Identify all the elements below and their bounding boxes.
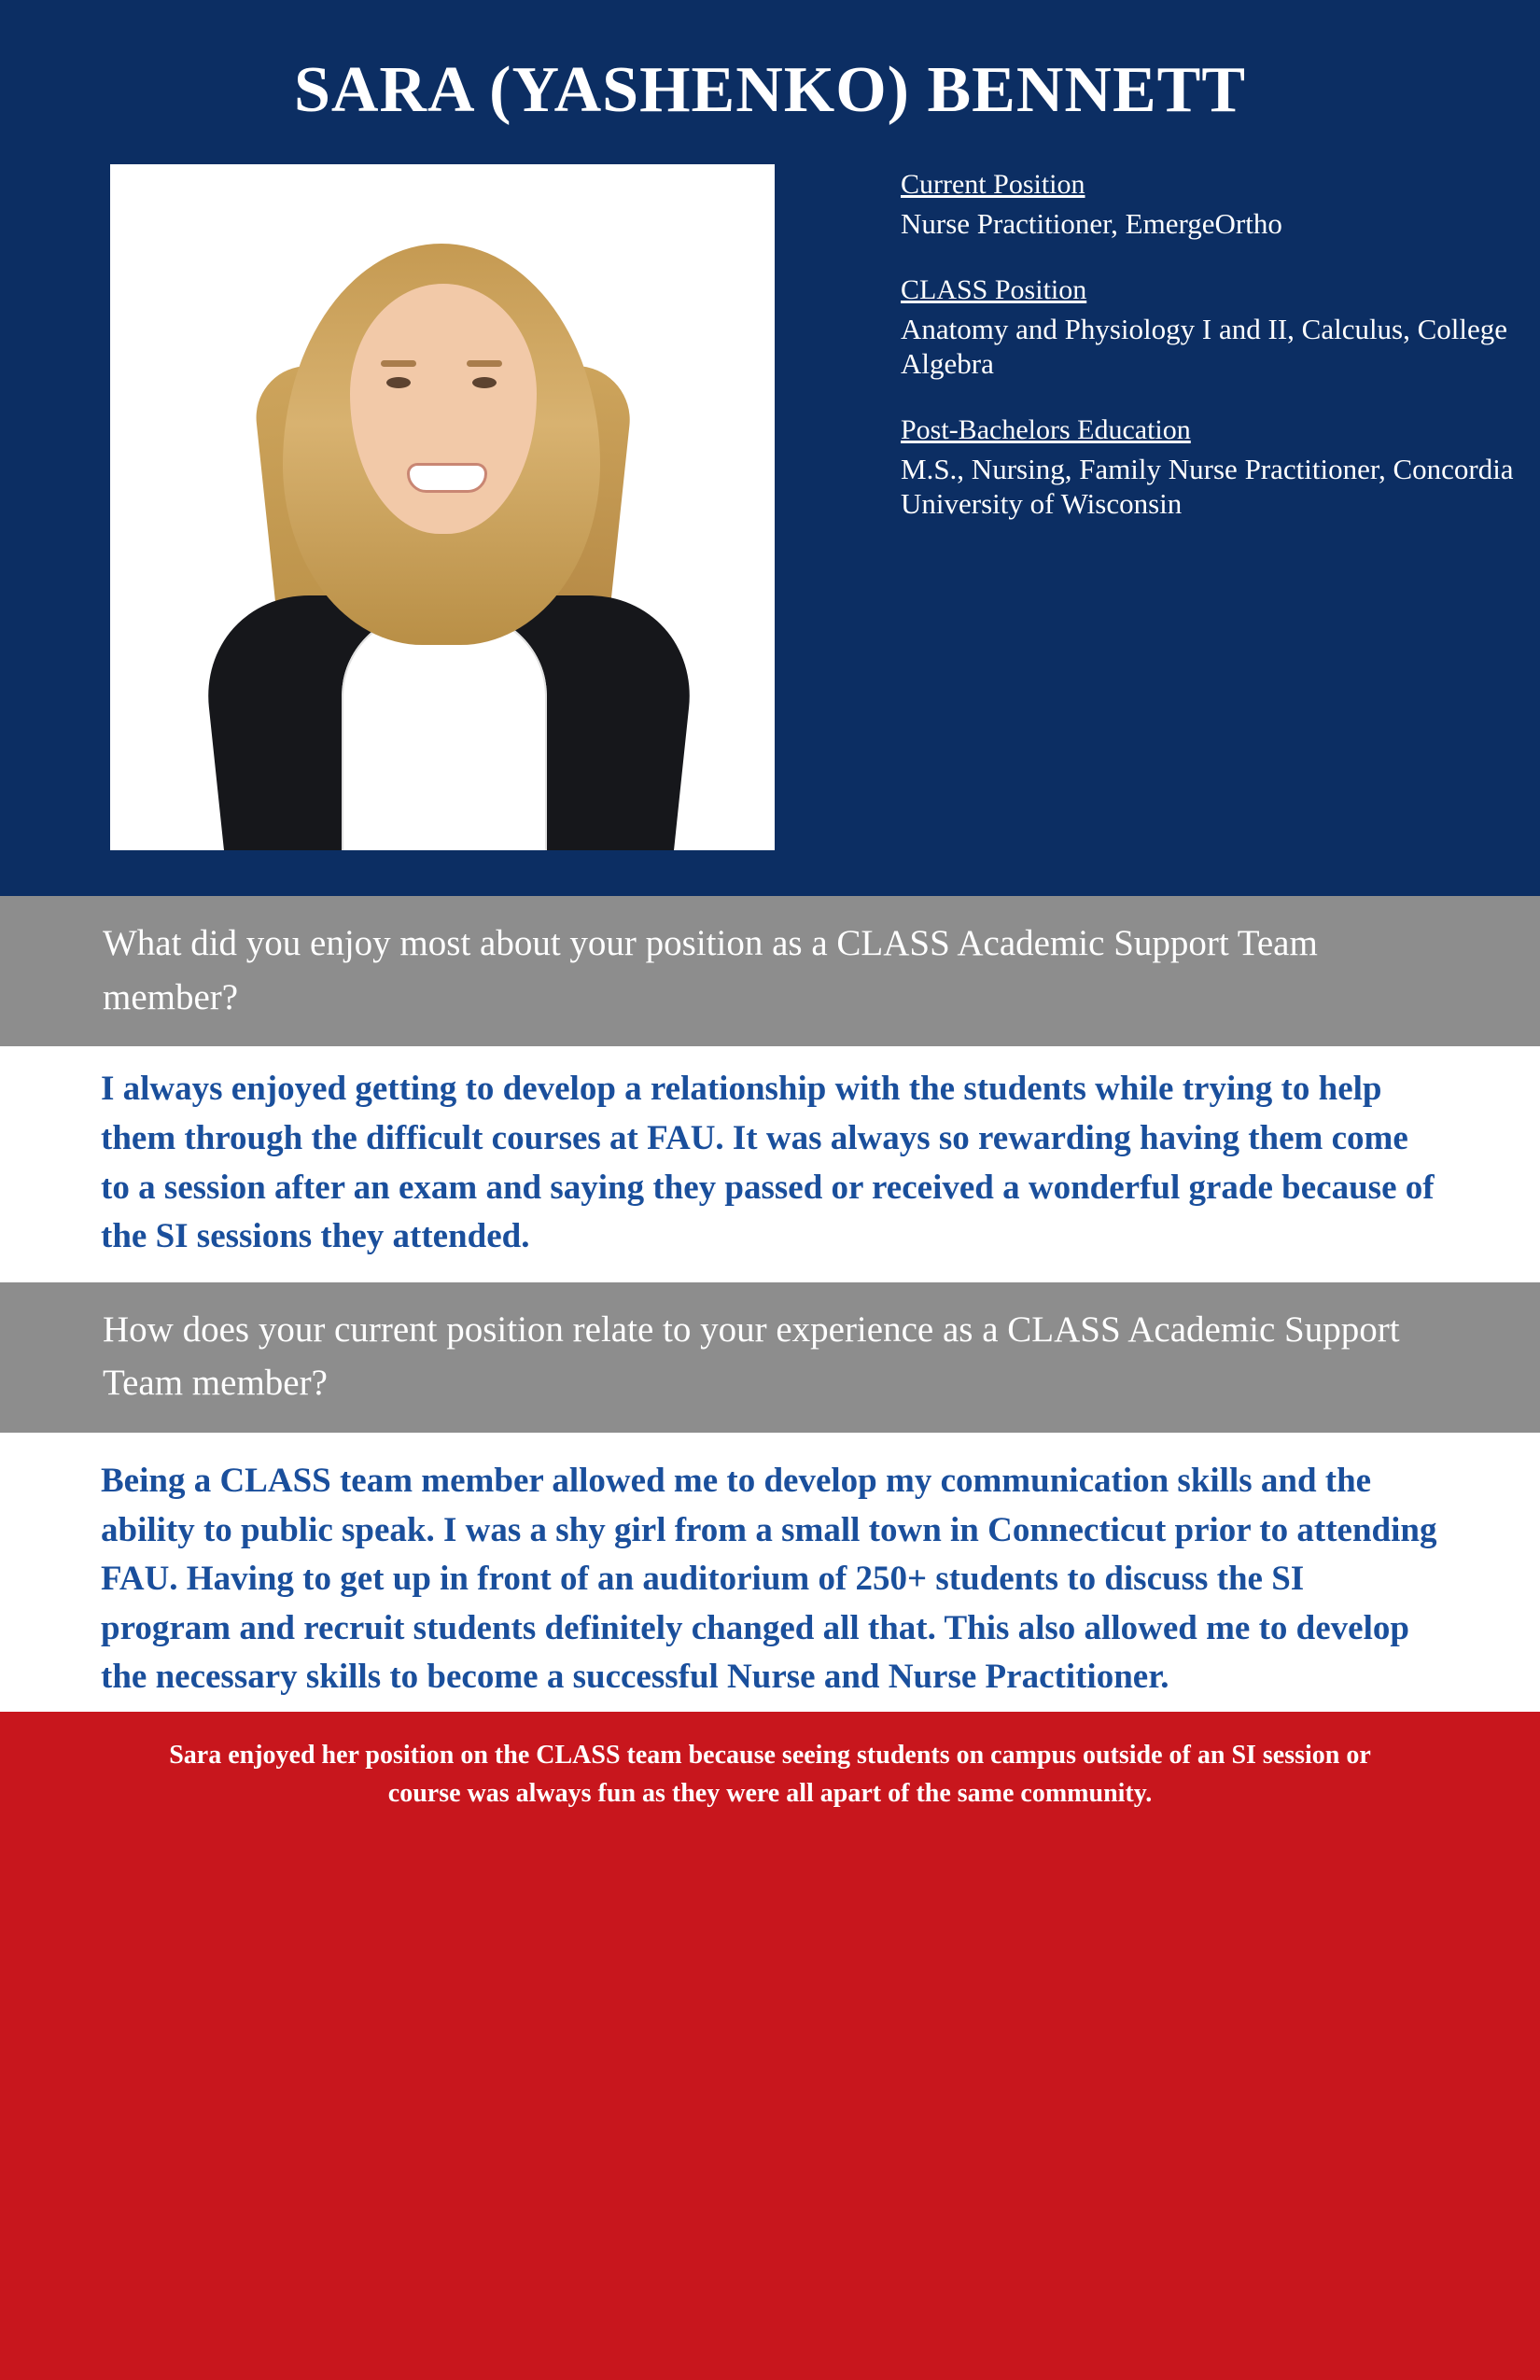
page-title: SARA (YASHENKO) BENNETT — [293, 54, 1247, 126]
shirt-shape — [342, 612, 547, 850]
info-label-post-bachelors-education: Post-Bachelors Education — [901, 414, 1191, 446]
footer-quote: Sara enjoyed her position on the CLASS team because seeing students on campus outside of an SI session or course was always fun as they were all apart of the same community. — [0, 1712, 1540, 2380]
answer-2: Being a CLASS team member allowed me to develop my communication skills and the ability to public speak. I was a shy girl from a small town in Connecticut prior to attending FAU. Having to get up in front of an auditorium of 250+ students to discuss the SI program and recruit students definitely changed all that. This also allowed me to develop the necessary skills to become a successful Nurse and Nurse Practitioner. — [0, 1433, 1540, 1712]
info-value-current-position: Nurse Practitioner, EmergeOrtho — [901, 206, 1282, 240]
eye-left-shape — [386, 377, 411, 388]
poster-header — [0, 0, 1540, 896]
eyebrow-left-shape — [381, 360, 416, 367]
portrait-photo — [110, 164, 775, 850]
info-value-post-bachelors-education: M.S., Nursing, Family Nurse Practitioner, Concordia University of Wisconsin — [901, 453, 1514, 521]
question-1: What did you enjoy most about your position as a CLASS Academic Support Team member? — [0, 896, 1540, 1046]
mouth-shape — [407, 463, 487, 493]
info-block-class-position — [901, 274, 1540, 381]
info-block-post-bachelors-education — [901, 414, 1540, 521]
info-label-current-position: Current Position — [901, 168, 1085, 200]
info-panel — [775, 164, 1540, 850]
info-block-current-position — [901, 169, 1540, 241]
info-value-class-position: Anatomy and Physiology I and II, Calculus, College Algebra — [901, 312, 1508, 380]
portrait-illustration — [110, 164, 775, 850]
answer-1: I always enjoyed getting to develop a relationship with the students while trying to help them through the difficult courses at FAU. It was always so rewarding having them come to a session after an exam and saying they passed or received a wonderful grade because of the SI sessions they attended. — [0, 1046, 1540, 1281]
eye-right-shape — [472, 377, 497, 388]
info-label-class-position: CLASS Position — [901, 273, 1087, 305]
eyebrow-right-shape — [467, 360, 502, 367]
question-2: How does your current position relate to your experience as a CLASS Academic Support Team member? — [0, 1282, 1540, 1433]
header-body — [0, 125, 1540, 850]
